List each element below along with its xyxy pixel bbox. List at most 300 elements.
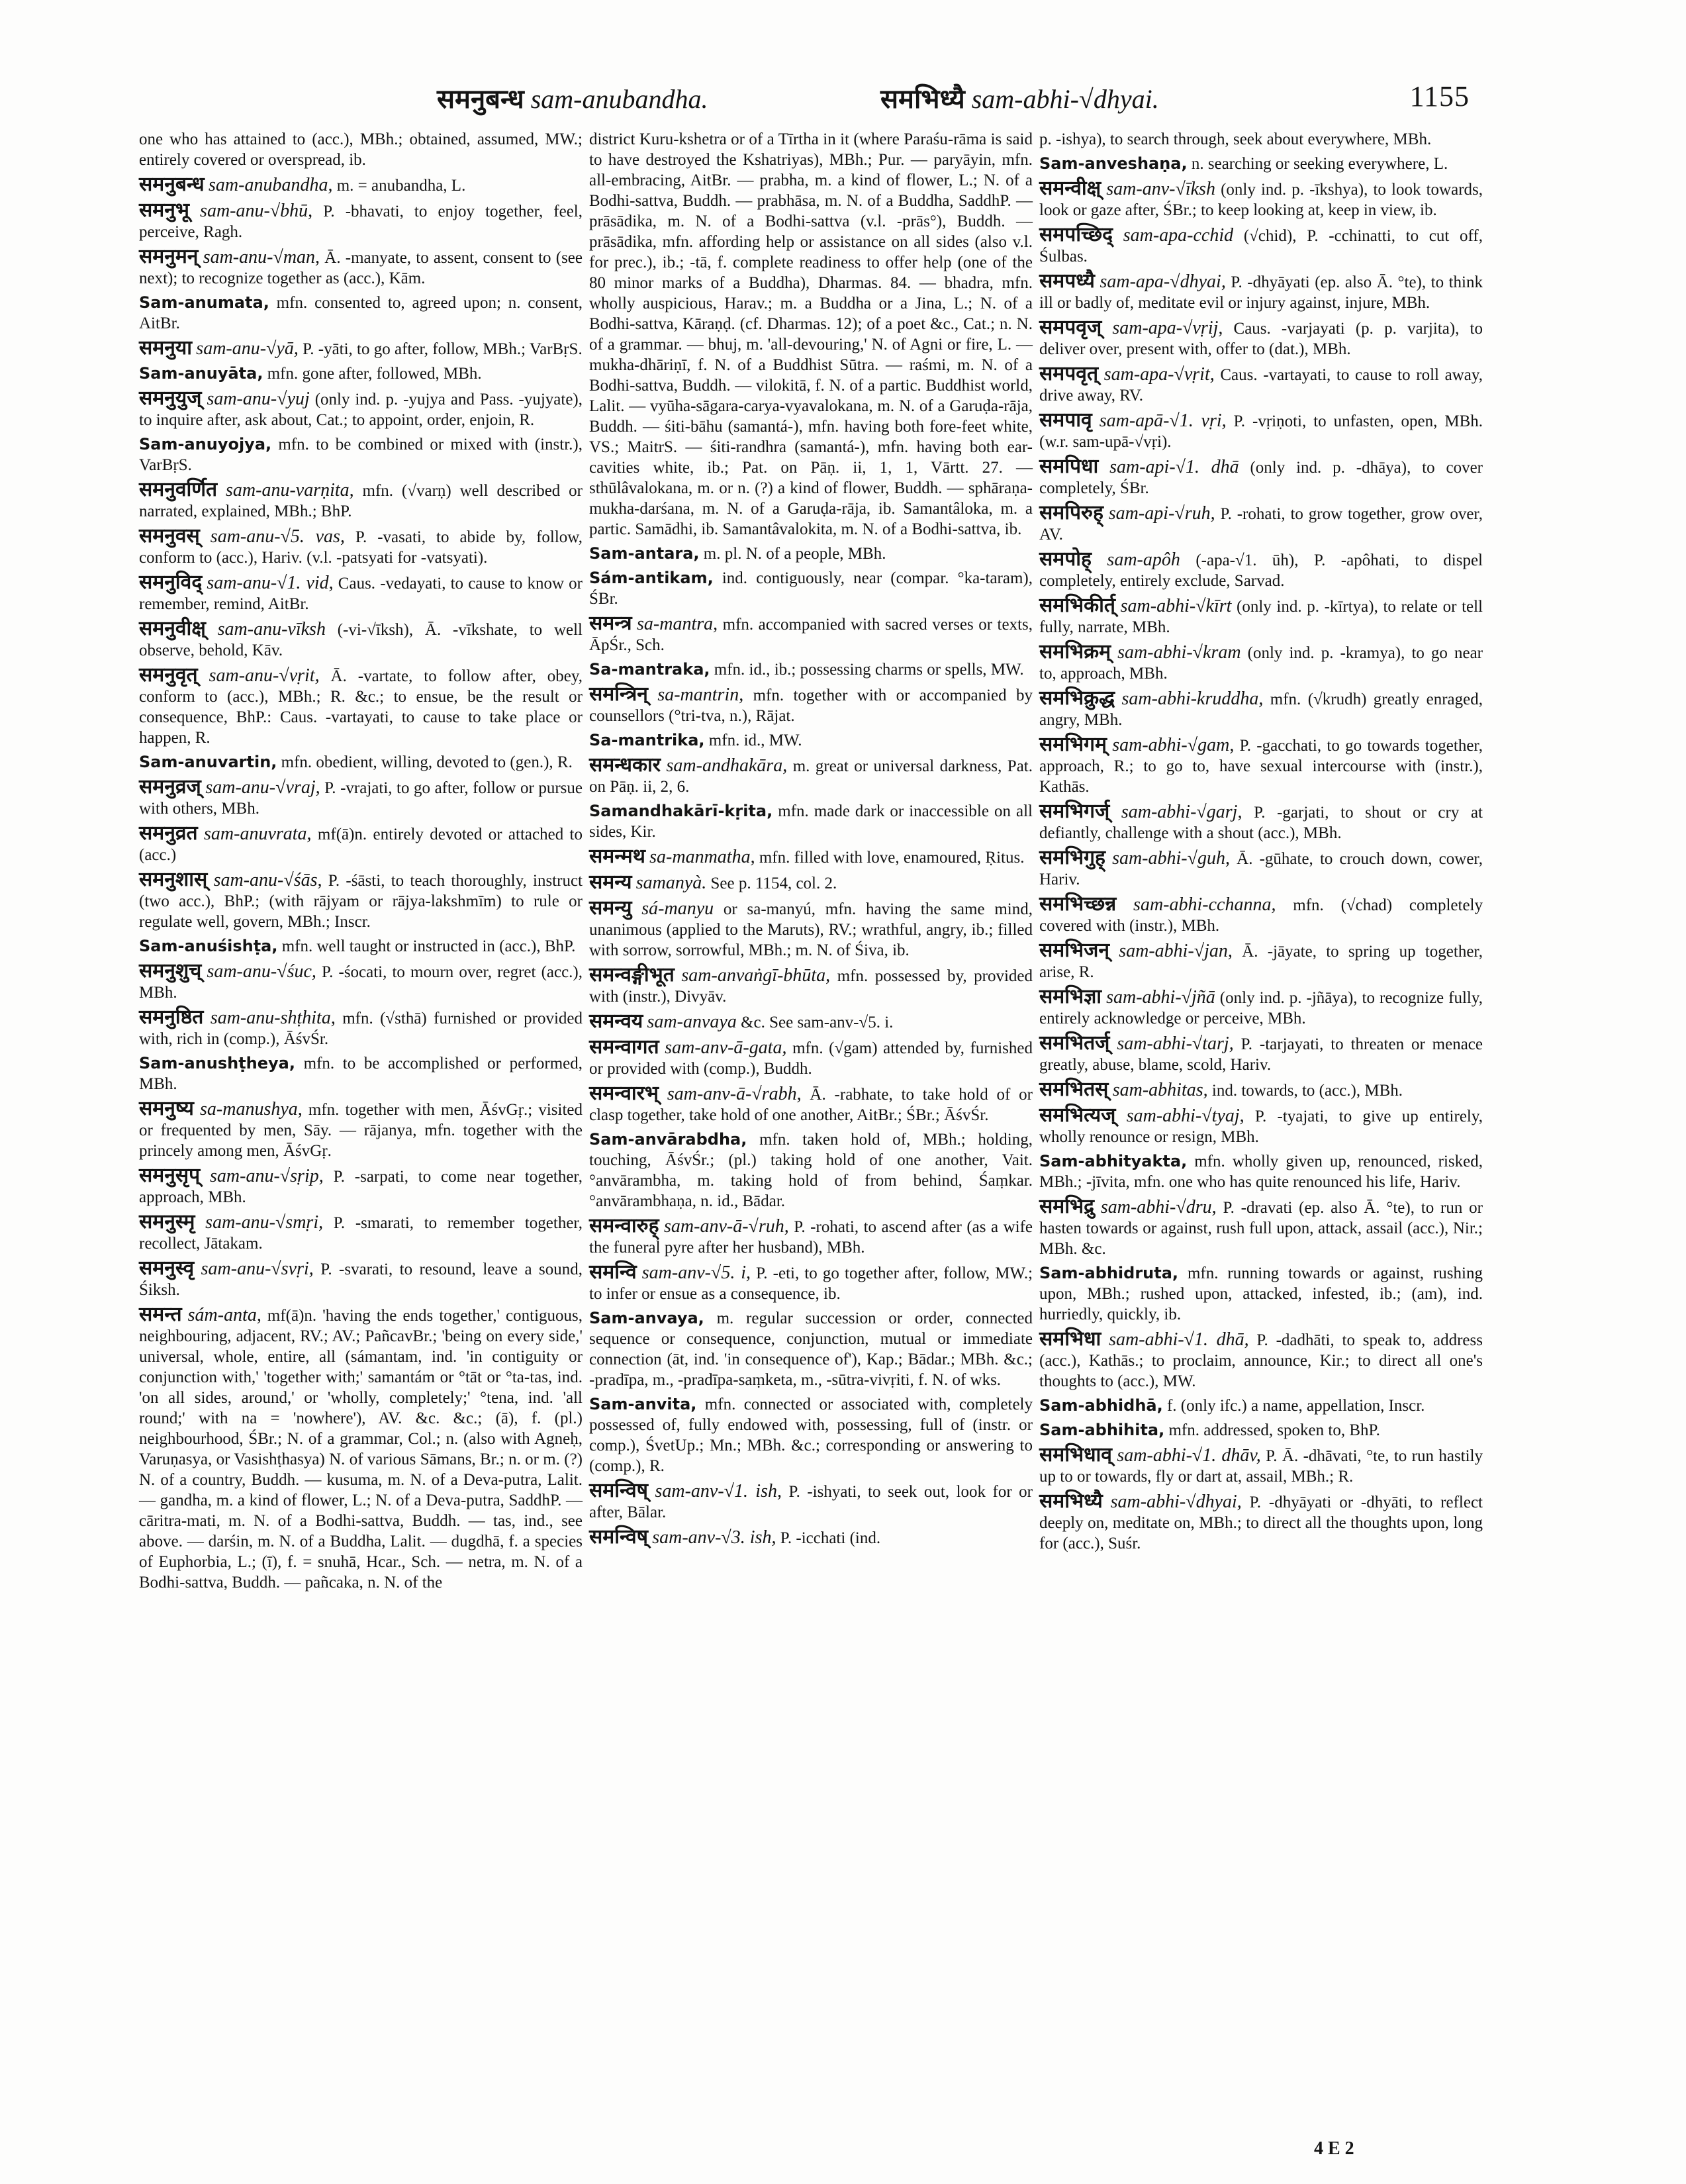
headword-transliteration: sam-anu-√man, [203,247,320,267]
entry-definition: mfn. filled with love, enamoured, Ṛitus. [755,849,1025,867]
headword-transliteration: sa-manushya, [200,1099,303,1119]
headword-devanagari: समपोह् [1039,547,1092,571]
headword-devanagari: समपावृ [1039,408,1092,432]
headword-devanagari: समन्य [589,871,632,894]
headword-transliteration: sam-anvaṅgī-bhūta, [681,965,831,986]
headword-devanagari: समन्मथ [589,845,645,868]
headword-devanagari: समभिगुह् [1039,846,1105,869]
dictionary-entry [1039,1196,1483,1259]
dictionary-entry [589,1262,1033,1304]
dictionary-entry [139,200,583,242]
entry-definition: mf(ā)n. 'having the ends together,' contiguous, neighbouring, adjacent, RV.; AV.; PañcavBr.; 'being on every side,' universal, whole, entire, all (sámantam, ind. 'in contiguity or conjunction with,' 'together with;' samantám or °tāt or °ta-tas, ind. 'on all sides, around,' or 'wholly, completely;' °tena, ind. 'all round;' with na = 'nowhere'), AV. &c. &c.; (ā), f. (pl.) neighbourhood, ŚBr.; N. of a grammar, Col.; n. (also with Agneḥ, Varuṇasya, or Vasishṭhasya) N. of various Sāmans, Br.; n. or m. (?) N. of a country, Buddh. — kusuma, m. N. of a Deva-putra, Lalit. — gandha, m. a kind of flower, L.; N. of a Deva-putra, SaddhP. — cāritra-mati, m. N. of a Bodhi-sattva, Buddh. — tas, ind., see above. — darśin, m. N. of a Buddha, Lalit. — dugdhā, f. a species of Euphorbia, L.; (ī), f. = snuhā, Hcar., Sch. — netra, m. N. of a Bodhi-sattva, Buddh. — pañcaka, n. N. of the [139,1307,583,1591]
entry-definition: P. -rohati, to ascend after (as a wife the funeral pyre after her husband), MBh. [589,1218,1033,1257]
entry-definition: mfn. (√krudh) greatly enraged, angry, MBh. [1039,690,1483,729]
subentry-headword: Sam-abhihita, [1039,1421,1165,1439]
headword-devanagari: समनुसृप् [139,1164,201,1187]
entry-definition: m. pl. N. of a people, MBh. [699,545,886,563]
dictionary-entry [1039,271,1483,313]
entry-definition: mfn. addressed, spoken to, BhP. [1164,1421,1380,1439]
subentry-headword: Sam-anvaya, [589,1309,704,1327]
dictionary-entry [1039,410,1483,452]
headword-devanagari: समनुशास् [139,868,208,891]
sub-entry [589,568,1033,609]
dictionary-entry [1039,549,1483,591]
headword-transliteration: sam-apā-√1. vṛi, [1099,410,1227,431]
dictionary-entry [1039,595,1483,638]
entry-definition: (-vi-√īksh), Ā. -vīkshate, to well observe, behold, Kāv. [139,621,583,659]
entry-definition: one who has attained to (acc.), MBh.; obtained, assumed, MW.; entirely covered or overspread, ib. [139,130,583,169]
entry-definition: P. -gacchati, to go towards together, approach, R.; to go to, have sexual intercourse with (instr.), Kathās. [1039,737,1483,796]
dictionary-entry [139,1304,583,1593]
headword-devanagari: समनुस्वृ [139,1257,195,1280]
headword-transliteration: sam-apa-√vṛij, [1112,318,1223,338]
left-guide-word [437,79,708,116]
entry-definition: P. -vrajati, to go after, follow or pursue with others, MBh. [139,779,583,818]
sub-entry [589,1308,1033,1390]
entry-definition: m. great or universal darkness, Pat. on Pāṇ. ii, 2, 6. [589,757,1033,796]
headword-transliteration: sam-anu-√śuc, [207,961,316,982]
headword-devanagari: समनुष्य [139,1097,194,1120]
dictionary-entry [1039,1079,1483,1101]
headword-devanagari: समनुष्ठित [139,1006,204,1029]
subentry-headword: Sam-anuyojya, [139,435,272,453]
entry-definition: (√chid), P. -cchinatti, to cut off, Śulbas. [1039,227,1483,265]
headword-transliteration: sam-apôh [1107,549,1180,570]
dictionary-entry [1039,734,1483,797]
entry-definition: mfn. made dark or inaccessible on all sides, Kir. [589,802,1033,841]
sub-entry [1039,1151,1483,1192]
entry-definition: mfn. consented to, agreed upon; n. consent, AitBr. [139,294,583,332]
dictionary-entry [589,1480,1033,1523]
headword-transliteration: sam-anu-vīksh [217,619,326,640]
subentry-headword: Sam-anuśishṭa, [139,937,278,955]
entry-definition: mfn. together with men, ĀśvGṛ.; visited or frequented by men, Sāy. — rājanya, mfn. together with the princely among men, ĀśvGṛ. [139,1101,583,1160]
entry-definition: mfn. accompanied with sacred verses or texts, ĀpŚr., Sch. [589,616,1033,654]
headword-devanagari: समभिक्रुद्ध [1039,687,1115,710]
entry-definition: p. -ishya), to search through, seek about everywhere, MBh. [1039,130,1432,148]
headword-transliteration: sam-anv-ā-gata, [665,1037,787,1058]
dictionary-entry [139,479,583,522]
subentry-headword: Samandhakārī-kṛita, [589,802,773,820]
headword-devanagari: समन्त्रिन् [589,683,648,706]
headword-devanagari: समपवृत् [1039,362,1099,385]
entry-definition: P. -svarati, to resound, leave a sound, Śiksh. [139,1260,583,1299]
headword-transliteration: sam-abhi-√garj, [1121,802,1242,822]
headword-devanagari: समभित्यज् [1039,1104,1116,1127]
headword-transliteration: sam-anu-√yuj [207,389,310,409]
entry-definition: m. = anubandha, L. [332,177,466,195]
headword-devanagari: समभिगर्ज् [1039,800,1110,823]
headword-devanagari: समन्वारभ् [589,1082,659,1105]
headword-transliteration: sam-abhi-√dhyai, [1110,1492,1242,1512]
sub-entry [589,544,1033,564]
headword-transliteration: sam-abhi-√jan, [1119,941,1233,961]
entry-definition: f. (only ifc.) a name, appellation, Inscr. [1162,1397,1425,1415]
headword-transliteration: sa-mantrin, [657,685,744,705]
headword-transliteration: sam-anu-√smṛi, [205,1212,324,1233]
entry-definition: P. -icchati (ind. [776,1529,881,1547]
headword-transliteration: sa-mantra, [637,614,718,634]
headword-transliteration: sam-abhi-√kram [1117,642,1241,663]
headword-devanagari: समन्यु [589,896,632,920]
page-number: 1155 [1409,80,1470,113]
entry-definition: n. searching or seeking everywhere, L. [1187,155,1448,173]
headword-devanagari: समनुवीक्ष् [139,617,206,640]
continued-entry [589,129,1033,540]
headword-transliteration: sam-anv-√5. i, [641,1262,751,1283]
entry-definition: See p. 1154, col. 2. [706,875,837,892]
subentry-headword: Sam-antara, [589,544,700,563]
dictionary-entry [1039,178,1483,220]
headword-devanagari: समन्वागत [589,1035,659,1059]
signature-mark: 4 E 2 [1314,2138,1354,2159]
subentry-headword: Sam-anuyāta, [139,364,263,383]
headword-transliteration: sam-andhakāra, [666,755,788,776]
entry-definition: mfn. id., MW. [704,732,802,749]
subentry-headword: Sam-anvita, [589,1395,697,1413]
headword-devanagari: समपवृज् [1039,316,1102,339]
headword-devanagari: समभिद्रु [1039,1195,1095,1218]
entry-definition: P. -dadhāti, to speak to, address (acc.), Kathās.; to proclaim, announce, Kir.; to direct all one's thoughts to (acc.), MW. [1039,1331,1483,1390]
column-middle [589,129,1033,1552]
entry-definition: P. -rohati, to grow together, grow over, AV. [1039,505,1483,544]
headword-transliteration: sam-anv-√3. ish, [652,1527,776,1548]
dictionary-entry [139,1211,583,1254]
entry-definition: P. -tarjayati, to threaten or menace greatly, abuse, blame, scold, Hariv. [1039,1035,1483,1074]
headword-transliteration: sam-abhi-√tyaj, [1126,1106,1244,1126]
headword-devanagari: समनुयुज् [139,387,202,410]
sub-entry [589,730,1033,751]
entry-definition: mfn. possessed by, provided with (instr.), Divyāv. [589,967,1033,1006]
entry-definition: mfn. wholly given up, renounced, risked, MBh.; -jīvita, mfn. one who has quite renounced his life, Hariv. [1039,1153,1483,1191]
subentry-headword: Sa-mantrika, [589,731,705,749]
dictionary-entry [589,846,1033,868]
dictionary-entry [139,174,583,196]
entry-definition: (only ind. p. -yujya and Pass. -yujyate), to inquire after, ask about, Cat.; to appoint, order, enjoin, R. [139,391,583,429]
headword-transliteration: sam-anu-√vraj, [205,777,320,798]
dictionary-entry [139,665,583,748]
dictionary-entry [1039,688,1483,730]
dictionary-entry [139,1007,583,1049]
dictionary-entry [1039,502,1483,545]
headword-transliteration: sam-abhi-√dru, [1100,1197,1217,1217]
dictionary-entry [589,613,1033,655]
headword-devanagari: समभिगम् [1039,733,1107,756]
headword-devanagari: समभिधाव् [1039,1443,1112,1466]
dictionary-entry [1039,1033,1483,1075]
subentry-headword: Sam-anushṭheya, [139,1054,295,1072]
sub-entry [139,936,583,957]
headword-transliteration: sá-manyu [641,898,714,919]
headword-transliteration: sam-anu-shṭhita, [210,1008,336,1028]
column-right [1039,129,1483,1558]
headword-devanagari: समन्वय [589,1010,643,1033]
entry-definition: P. -eti, to go together after, follow, MW.; to infer or ensue as a consequence, ib. [589,1264,1033,1303]
subentry-headword: Sam-anuvartin, [139,753,277,771]
headword-devanagari: समनुया [139,336,193,359]
entry-definition: P. -yāti, to go after, follow, MBh.; VarBṛS. [298,340,583,358]
dictionary-entry [1039,317,1483,359]
entry-definition: P. -ishyati, to seek out, look for or after, Bālar. [589,1483,1033,1521]
sub-entry [139,293,583,334]
entry-definition: mfn. obedient, willing, devoted to (gen.), R. [277,753,573,771]
dictionary-entry [139,388,583,430]
dictionary-entry [1039,1105,1483,1147]
headword-transliteration: sam-abhi-√tarj, [1117,1033,1234,1054]
headword-devanagari: समभिक्रम् [1039,640,1111,663]
entry-definition: (only ind. p. -jñāya), to recognize fully, entirely acknowledge or perceive, MBh. [1039,989,1483,1027]
headword-devanagari: समपिधा [1039,455,1099,478]
headword-transliteration: sam-anu-√vṛit, [209,665,320,686]
headword-transliteration: sam-anvaya [647,1012,737,1032]
headword-transliteration: sam-anv-√1. ish, [655,1481,782,1501]
entry-definition: mfn. id., ib.; possessing charms or spells, MW. [710,661,1024,679]
dictionary-entry [589,1527,1033,1548]
headword-transliteration: sam-anv-ā-√rabh, [667,1084,802,1104]
left-guide-word-devanagari: समनुबन्ध [437,84,524,115]
entry-definition: P. -vṛiṇoti, to unfasten, open, MBh. (w.r. sam-upā-√vṛi). [1039,412,1483,451]
dictionary-entry [1039,986,1483,1029]
headword-devanagari: समभितस् [1039,1078,1109,1101]
headword-devanagari: समभिज्ञा [1039,985,1102,1008]
sub-entry [1039,1263,1483,1325]
headword-transliteration: sam-abhi-√gam, [1112,735,1235,755]
headword-devanagari: समपध्यै [1039,269,1095,293]
headword-transliteration: sam-abhi-√kīrt [1120,596,1232,616]
subentry-headword: Sam-abhityakta, [1039,1152,1188,1170]
dictionary-entry [139,823,583,865]
entry-definition: mfn. well taught or instructed in (acc.), BhP. [277,937,576,955]
headword-devanagari: समन्वारुह् [589,1214,659,1237]
entry-definition: Ā. -gūhate, to crouch down, cower, Hariv. [1039,850,1483,888]
entry-definition: mfn. (√chad) completely covered with (instr.), MBh. [1039,896,1483,935]
headword-devanagari: समनुव्रज् [139,775,201,798]
entry-definition: mf(ā)n. entirely devoted or attached to (acc.) [139,826,583,864]
sub-entry [1039,154,1483,174]
dictionary-entry [139,1098,583,1161]
entry-definition: P. -śāsti, to teach thoroughly, instruct (two acc.), BhP.; (with rājyam or rājya-lakshmīm) to rule or regulate well, govern, MBh.; Inscr. [139,872,583,931]
entry-definition: mfn. (√gam) attended by, furnished or provided with (comp.), Buddh. [589,1039,1033,1078]
sub-entry [589,1129,1033,1211]
sub-entry [1039,1420,1483,1441]
headword-devanagari: समन्वि [589,1260,637,1284]
dictionary-entry [1039,894,1483,936]
headword-devanagari: समपच्छिद् [1039,223,1113,246]
headword-transliteration: sam-abhi-cchanna, [1133,894,1276,915]
headword-transliteration: sam-anubandha, [209,175,333,195]
headword-transliteration: samanyà. [635,873,707,893]
entry-definition: P. -dravati (ep. also Ā. °te), to run or hasten towards or against, rush full upon, attack, assail (acc.), Nir.; MBh. &c. [1039,1199,1483,1258]
headword-transliteration: sam-anu-√5. vas, [210,526,345,547]
page-header [126,79,1470,119]
dictionary-entry [139,526,583,568]
dictionary-entry [589,1011,1033,1033]
dictionary-entry [139,869,583,932]
entry-definition: Ā. -vartate, to follow after, obey, conform to (acc.), MBh.; R. &c.; to ensue, be the result or consequence, BhP.: Caus. -vartayati, to cause to take place or happen, R. [139,667,583,747]
headword-devanagari: समनुवर्णित [139,478,218,501]
headword-transliteration: sam-api-√ruh, [1108,503,1215,524]
headword-transliteration: sa-manmatha, [649,847,755,867]
entry-definition: P. -bhavati, to enjoy together, feel, perceive, Ragh. [139,203,583,241]
headword-transliteration: sam-abhi-√guh, [1112,848,1230,869]
entry-definition: P. -dhyāyati or -dhyāti, to reflect deeply on, meditate on, MBh.; to direct all the thoughts upon, long for (acc.), Suśr. [1039,1494,1483,1552]
headword-transliteration: sam-anu-√śās, [213,870,322,890]
entry-definition: mfn. connected or associated with, completely possessed of, fully endowed with, possessing, full of (instr. or comp.), ŚvetUp.; Mn.; MBh. &c.; corresponding or answering to (comp.), R. [589,1396,1033,1475]
sub-entry [589,801,1033,842]
continued-entry [1039,129,1483,150]
headword-transliteration: sam-apa-√dhyai, [1100,271,1226,292]
headword-devanagari: समनुवस् [139,524,200,547]
headword-transliteration: sam-abhi-kruddha, [1121,688,1264,709]
headword-devanagari: समन्त्र [589,612,632,635]
entry-definition: P. -smarati, to remember together, recollect, Jātakam. [139,1214,583,1253]
right-guide-word [880,79,1159,116]
headword-devanagari: समभिधा [1039,1327,1101,1351]
dictionary-entry [1039,1491,1483,1554]
right-guide-word-transliteration: sam-abhi-√dhyai. [971,84,1159,114]
sub-entry [589,659,1033,680]
headword-transliteration: sam-anu-√svṛi, [201,1258,314,1279]
headword-devanagari: समभितर्ज् [1039,1031,1110,1055]
dictionary-entry [1039,641,1483,684]
headword-transliteration: sam-abhi-√1. dhāv, [1117,1445,1261,1466]
headword-transliteration: sam-anv-√īksh [1106,179,1215,199]
sub-entry [139,434,583,475]
dictionary-entry [1039,363,1483,406]
headword-devanagari: समनुमन् [139,245,199,268]
dictionary-entry [1039,224,1483,267]
entry-definition: mfn. taken hold of, MBh.; holding, touching, ĀśvŚr.; (pl.) taking hold of one another, Vait. °anvārambha, m. taking hold of from behind, Śaṃkar. °anvārambhaṇa, n. id., Bādar. [589,1131,1033,1210]
entry-definition: Ā. -jāyate, to spring up together, arise, R. [1039,943,1483,981]
entry-definition: or sa-manyú, mfn. having the same mind, unanimous (applied to the Maruts), RV.; wrathful, angry, ib.; filled with sorrow, sorrowful, MBh.; m. N. of Śiva, ib. [589,900,1033,959]
dictionary-entry [1039,456,1483,499]
headword-devanagari: समभिध्यै [1039,1490,1103,1513]
entry-definition: mfn. together with or accompanied by counsellors (°tri-tva, n.), Rājat. [589,687,1033,725]
entry-definition: mfn. to be combined or mixed with (instr.), VarBṛS. [139,436,583,474]
headword-devanagari: समभिकीर्त् [1039,594,1115,617]
dictionary-entry [139,1258,583,1300]
entry-definition: m. regular succession or order, connected sequence or consequence, conjunction, mutual or immediate connection (āt, ind. 'in consequence of'), Kap.; Bādar.; MBh. &c.; -pradīpa, m., -pradīpa-saṃketa, m., -sūtra-vivṛiti, f. N. of wks. [589,1309,1033,1389]
dictionary-entry [1039,1445,1483,1487]
headword-devanagari: समनुवृत् [139,663,198,687]
entry-definition: Caus. -varjayati (p. p. varjita), to deliver over, present with, offer to (dat.), MBh. [1039,320,1483,358]
headword-transliteration: sam-apa-√vṛit, [1103,364,1215,385]
headword-devanagari: समनुस्मृ [139,1210,195,1233]
headword-transliteration: sam-anuvrata, [204,824,312,844]
headword-devanagari: समभिच्छन्न [1039,892,1117,916]
dictionary-entry [589,1037,1033,1079]
entry-definition: mfn. (√sthā) furnished or provided with, rich in (comp.), ĀśvŚr. [139,1010,583,1048]
entry-definition: (-apa-√1. ūh), P. -apôhati, to dispel completely, entirely exclude, Sarvad. [1039,551,1483,590]
headword-transliteration: sam-abhi-√jñā [1106,987,1215,1008]
entry-definition: P. -dhyāyati (ep. also Ā. °te), to think ill or badly of, meditate evil or injury against, injure, MBh. [1039,273,1483,312]
subentry-headword: Sam-abhidruta, [1039,1264,1179,1282]
dictionary-entry [1039,801,1483,843]
entry-definition: mfn. to be accomplished or performed, MBh. [139,1055,583,1093]
entry-definition: &c. See sam-anv-√5. i. [736,1014,894,1031]
dictionary-entry [1039,1329,1483,1392]
sub-entry [139,752,583,773]
dictionary-entry [139,618,583,661]
dictionary-entry [589,1083,1033,1125]
headword-devanagari: समन्विष् [589,1525,648,1548]
entry-definition: ind. towards, to (acc.), MBh. [1207,1082,1403,1100]
dictionary-entry [589,898,1033,961]
headword-devanagari: समन्त [139,1303,182,1326]
entry-definition: P. Ā. -dhāvati, °te, to run hastily up to or towards, fly or dart at, assail, MBh.; R. [1039,1447,1483,1486]
headword-transliteration: sam-api-√1. dhā [1109,457,1239,477]
entry-definition: P. -tyajati, to give up entirely, wholly renounce or resign, MBh. [1039,1108,1483,1146]
entry-definition: mfn. gone after, followed, MBh. [263,365,482,383]
dictionary-entry [139,246,583,289]
headword-transliteration: sam-apa-cchid [1123,225,1234,246]
dictionary-entry [589,1215,1033,1258]
headword-transliteration: sam-anu-√sṛip, [210,1166,324,1186]
headword-devanagari: समन्विष् [589,1479,648,1502]
headword-transliteration: sam-anu-varṇita, [226,480,354,500]
dictionary-entry [139,338,583,359]
entry-definition: Ā. -rabhate, to take hold of or clasp together, take hold of one another, AitBr.; ŚBr.; ĀśvŚr. [589,1086,1033,1124]
dictionary-entry [139,572,583,614]
dictionary-entry [589,684,1033,726]
headword-transliteration: sam-anu-√bhū, [200,201,313,221]
entry-definition: P. -sarpati, to come near together, approach, MBh. [139,1168,583,1206]
headword-devanagari: समनुशुच् [139,959,202,982]
headword-transliteration: sam-anv-ā-√ruh, [664,1216,789,1237]
subentry-headword: Sa-mantraka, [589,660,710,679]
headword-devanagari: समन्वङ्गीभूत [589,963,675,986]
entry-definition: (only ind. p. -īkshya), to look towards, look or gaze after, ŚBr.; to keep looking at, keep in view, ib. [1039,181,1483,219]
headword-transliteration: sam-abhi-√1. dhā, [1109,1329,1249,1350]
headword-devanagari: समन्वीक्ष् [1039,177,1101,200]
headword-transliteration: sam-anu-√yā, [196,338,299,359]
subentry-headword: Sam-anveshaṇa, [1039,154,1188,173]
sub-entry [139,1053,583,1094]
headword-devanagari: समनुबन्ध [139,173,205,196]
right-guide-word-devanagari: समभिध्यै [880,84,965,115]
subentry-headword: Sam-anumata, [139,293,269,312]
entry-definition: mfn. running towards or against, rushing upon, MBh.; rushed upon, attacked, infested, ib.; (am), ind. hurriedly, quickly, ib. [1039,1264,1483,1323]
entry-definition: district Kuru-kshetra or of a Tīrtha in it (where Paraśu-rāma is said to have destroyed the Kshatriyas), MBh.; Pur. — paryāyin, mfn. all-embracing, AitBr. — prabha, m. a kind of flower, L.; N. of a Bodhi-sattva, Buddh. — prabhāsa, m. N. of a Buddha, SaddhP. — prāsādika, m. N. of a Bodhi-sattva (v.l. -prās°), Buddh. — prāsādika, mfn. affording help or assistance on all sides (also v.l. for prec.), ib.; -tā, f. complete readiness to offer help (one of the 80 minor marks of a Buddha), Dharmas. 84. — bhadra, mfn. wholly auspicious, Harav.; m. a Buddha or a Jina, L.; N. of a Bodhi-sattva, Kāraṇḍ. (cf. Dharmas. 12); of a poet &c., Cat.; n. N. of a grammar. — bhuj, m. 'all-devouring,' N. of Agni or fire, L. — mukha-dhāriṇī, f. N. of a Buddhist Sūtra. — raśmi, m. N. of a Bodhi-sattva, Buddh. — vilokitā, f. N. of a partic. Buddhist world, Lalit. — vyūha-sāgara-carya-vyavalokana, m. N. of a Garuḍa-rāja, Buddh. — śiti-bāhu (samantá-), mfn. having both fore-feet white, VS.; MaitrS. — śiti-randhra (samantá-), mfn. having both ear-cavities white, ib.; Pat. on Pāṇ. ii, 1, 1, Vārtt. 27. — sthūlâvalokana, m. or n. (?) a kind of flower, Buddh. — sphāraṇa-mukha-darśana, m. N. of a Garuḍa-rāja, ib. Samantâloka, m. a partic. Samādhi, ib. Samantâvalokita, m. N. of a Bodhi-sattva, ib. [589,130,1033,538]
headword-transliteration: sam-abhitas, [1112,1080,1208,1100]
entry-definition: P. -vasati, to abide by, follow, conform to (acc.), Hariv. (v.l. -patsyati for -vatsyati). [139,528,583,567]
subentry-headword: Sam-abhidhā, [1039,1396,1163,1415]
continued-entry [139,129,583,170]
subentry-headword: Sam-anvārabdha, [589,1130,747,1149]
entry-definition: Caus. -vedayati, to cause to know or remember, remind, AitBr. [139,575,583,613]
headword-devanagari: समन्धकार [589,753,661,777]
sub-entry [589,1394,1033,1476]
entry-definition: (only ind. p. -kramya), to go near to, approach, MBh. [1039,644,1483,683]
dictionary-entry [589,755,1033,797]
entry-definition: P. -śocati, to mourn over, regret (acc.), MBh. [139,963,583,1002]
subentry-headword: Sám-antikam, [589,569,714,587]
entry-definition: Ā. -manyate, to assent, consent to (see next); to recognize together as (acc.), Kām. [139,249,583,287]
dictionary-entry [1039,847,1483,890]
dictionary-entry [139,961,583,1003]
sub-entry [139,363,583,384]
headword-devanagari: समनुव्रत [139,822,198,845]
headword-transliteration: sam-anu-√1. vid, [207,573,334,593]
entry-definition: ind. contiguously, near (compar. °ka-taram), ŚBr. [589,569,1033,608]
entry-definition: (only ind. p. -dhāya), to cover completely, ŚBr. [1039,459,1483,497]
dictionary-entry [1039,940,1483,982]
sub-entry [1039,1396,1483,1416]
entry-definition: mfn. (√varṇ) well described or narrated, explained, MBh.; BhP. [139,482,583,520]
headword-devanagari: समनुविद् [139,571,203,594]
dictionary-entry [139,777,583,819]
headword-devanagari: समपिरुह् [1039,501,1103,524]
